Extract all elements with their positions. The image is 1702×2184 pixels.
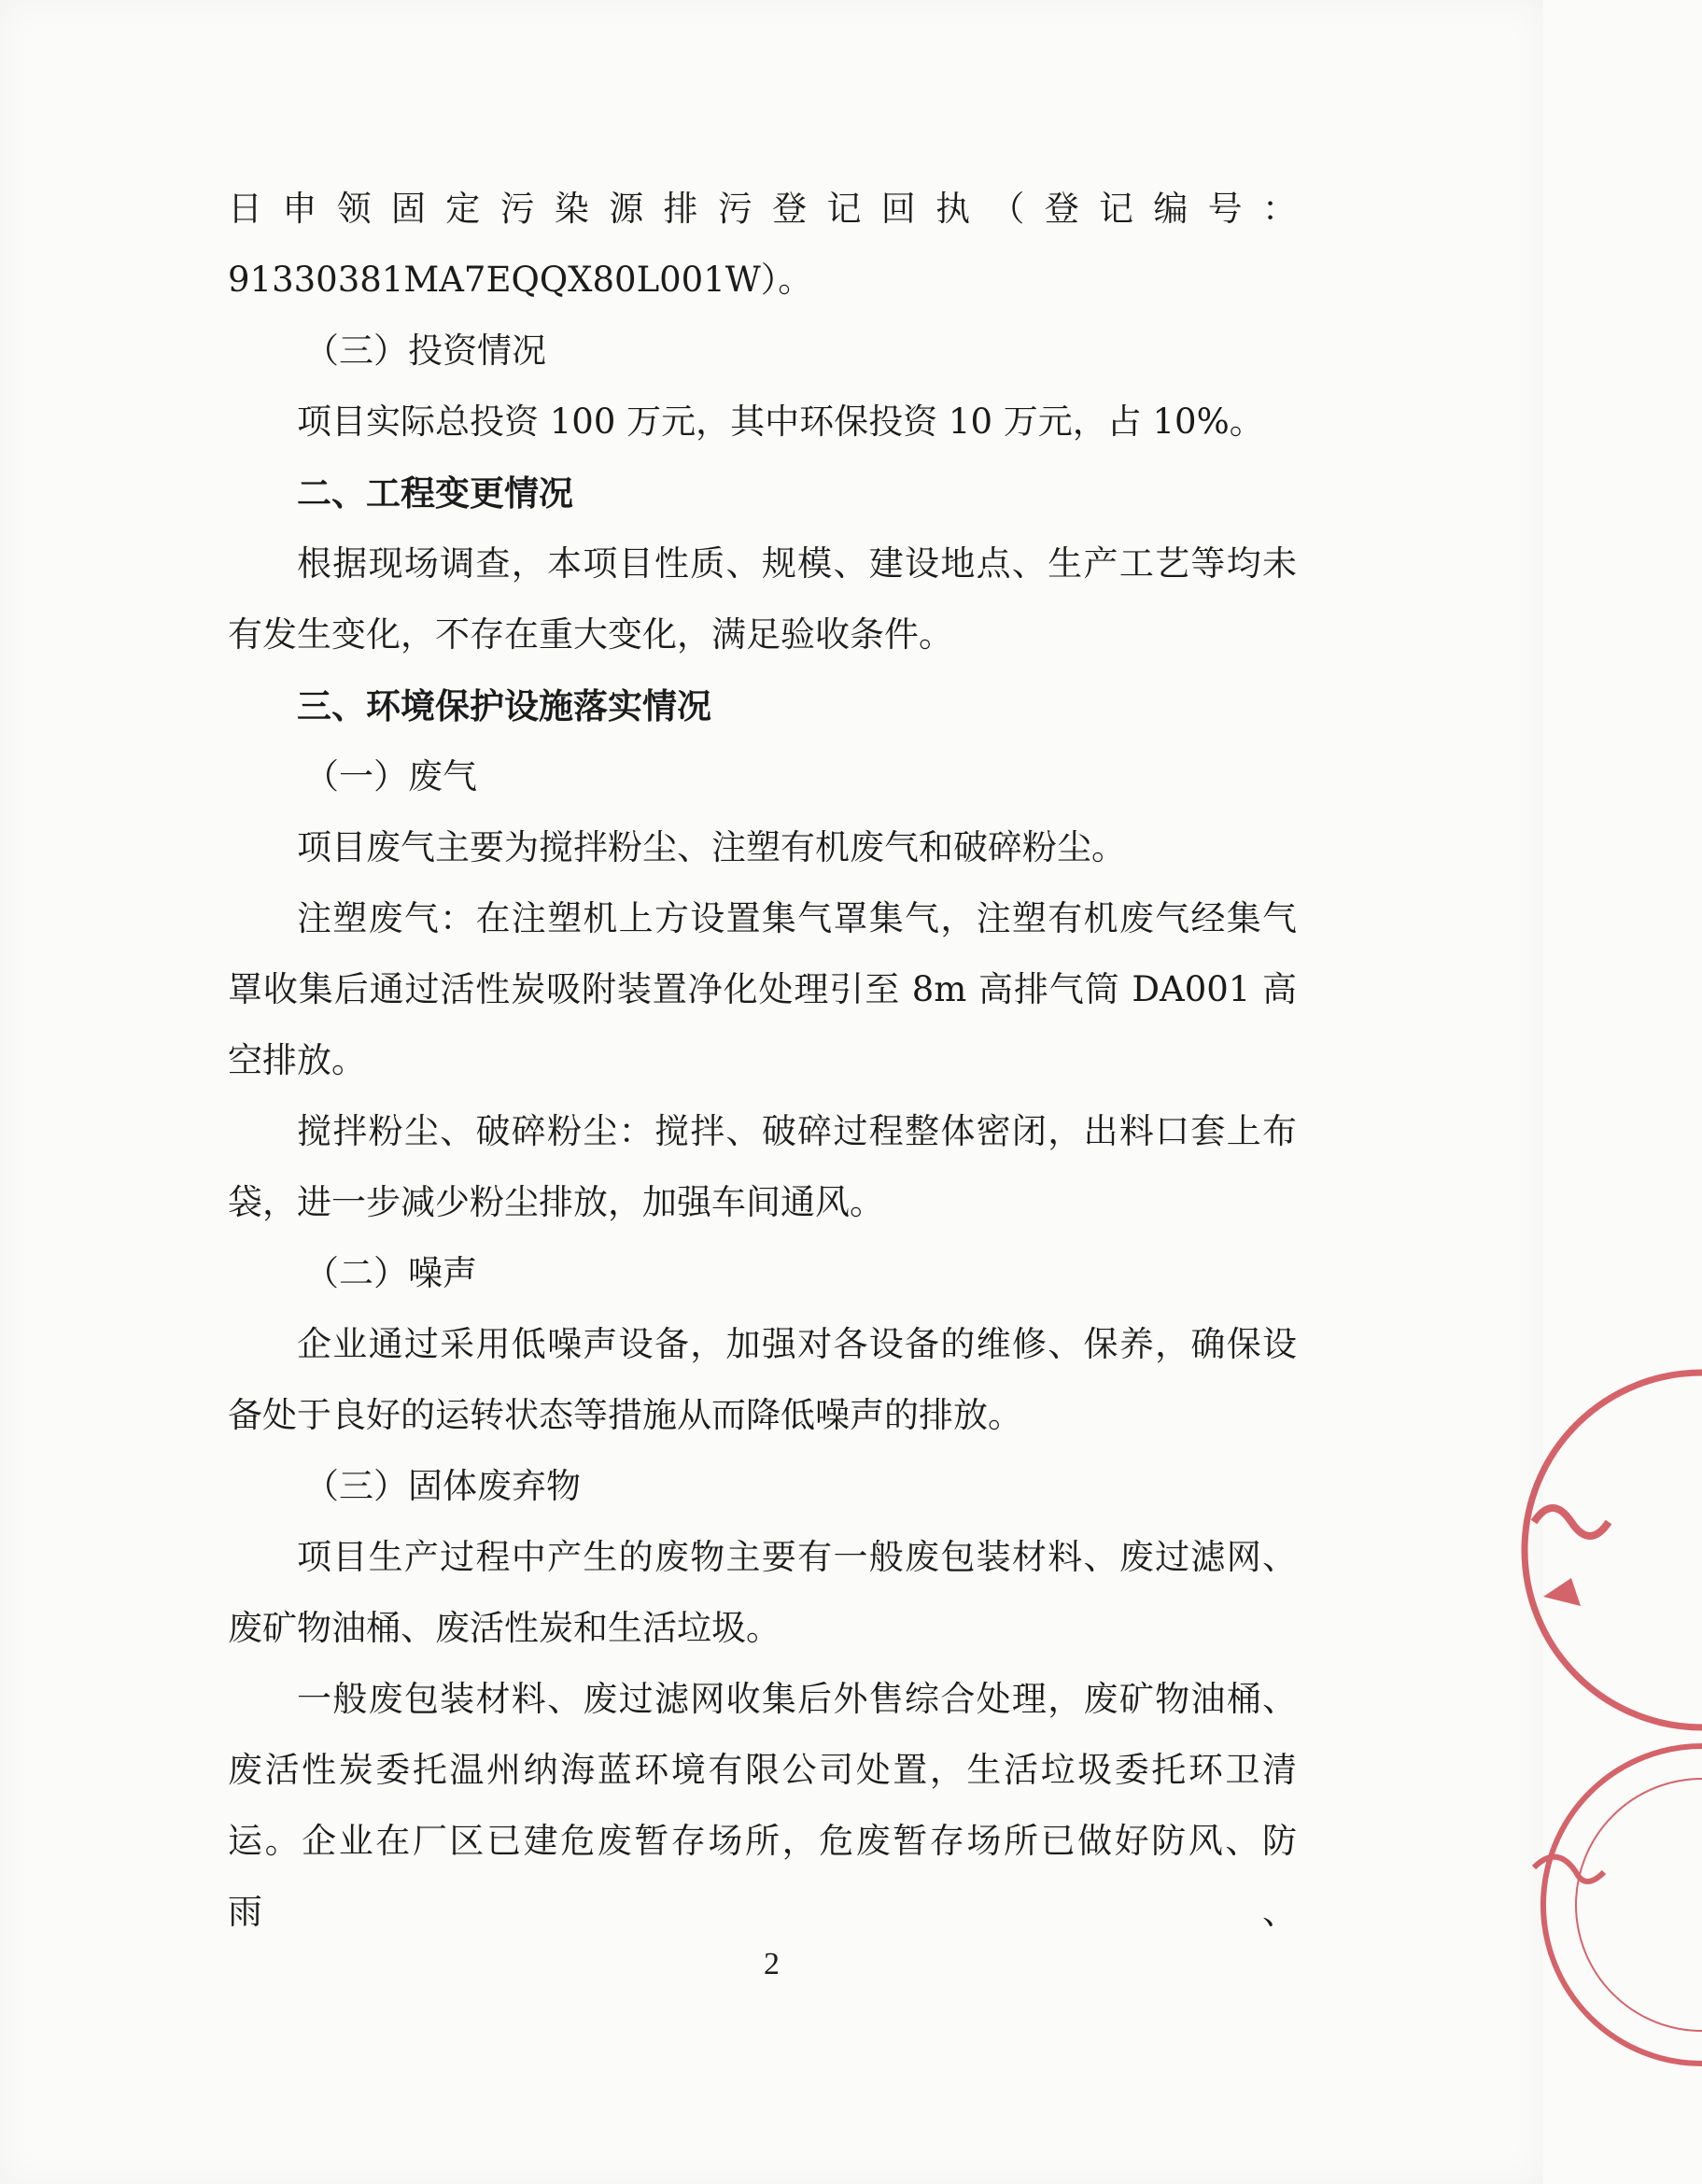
section-heading: （三）投资情况 <box>304 331 546 371</box>
paragraph-line: 运。企业在厂区已建危废暂存场所，危废暂存场所已做好防风、防雨、 <box>228 1821 1297 1932</box>
paragraph-line: 袋，进一步减少粉尘排放，加强车间通风。 <box>228 1182 884 1222</box>
paragraph-line: 空排放。 <box>228 1040 366 1080</box>
paragraph-line: 项目实际总投资 100 万元，其中环保投资 10 万元，占 10%。 <box>297 402 1264 442</box>
paragraph-line: 91330381MA7EQQX80L001W）。 <box>228 260 813 300</box>
section-heading: （二）噪声 <box>304 1253 477 1293</box>
seal-inner-ring-lower <box>1576 1779 1702 2031</box>
official-seal-icon <box>1394 1382 1702 2036</box>
seal-mark <box>1534 1508 1609 1536</box>
paragraph-line: 项目生产过程中产生的废物主要有一般废包装材料、废过滤网、 <box>297 1537 1297 1577</box>
section-heading: （一）废气 <box>304 756 477 796</box>
paragraph-line: 废活性炭委托温州纳海蓝环境有限公司处置，生活垃圾委托环卫清 <box>228 1750 1297 1790</box>
seal-mark <box>1543 1578 1581 1606</box>
paragraph-line: 日申领固定污染源排污登记回执（登记编号： <box>228 189 1297 229</box>
paragraph-line: 备处于良好的运转状态等措施从而降低噪声的排放。 <box>228 1395 1022 1435</box>
seal-outer-ring <box>1525 1373 1702 1727</box>
page-number: 2 <box>764 1947 780 1981</box>
paragraph-line: 废矿物油桶、废活性炭和生活垃圾。 <box>228 1608 781 1648</box>
document-body <box>228 174 1297 1932</box>
section-heading: 三、环境保护设施落实情况 <box>297 685 711 726</box>
seal-outer-ring-lower <box>1543 1746 1702 2064</box>
paragraph-line: 根据现场调查，本项目性质、规模、建设地点、生产工艺等均未 <box>297 543 1297 584</box>
paragraph-line: 企业通过采用低噪声设备，加强对各设备的维修、保养，确保设 <box>297 1324 1297 1364</box>
paragraph-line: 项目废气主要为搅拌粉尘、注塑有机废气和破碎粉尘。 <box>297 827 1126 867</box>
section-heading: 二、工程变更情况 <box>297 472 573 514</box>
paragraph-line: 有发生变化，不存在重大变化，满足验收条件。 <box>228 614 953 655</box>
paragraph-line: 注塑废气：在注塑机上方设置集气罩集气，注塑有机废气经集气 <box>297 898 1297 938</box>
paragraph-line: 一般废包装材料、废过滤网收集后外售综合处理，废矿物油桶、 <box>297 1679 1297 1719</box>
paragraph-line: 搅拌粉尘、破碎粉尘：搅拌、破碎过程整体密闭，出料口套上布 <box>297 1111 1297 1151</box>
section-heading: （三）固体废弃物 <box>304 1466 581 1506</box>
paragraph-line: 罩收集后通过活性炭吸附装置净化处理引至 8m 高排气筒 DA001 高 <box>228 969 1297 1009</box>
